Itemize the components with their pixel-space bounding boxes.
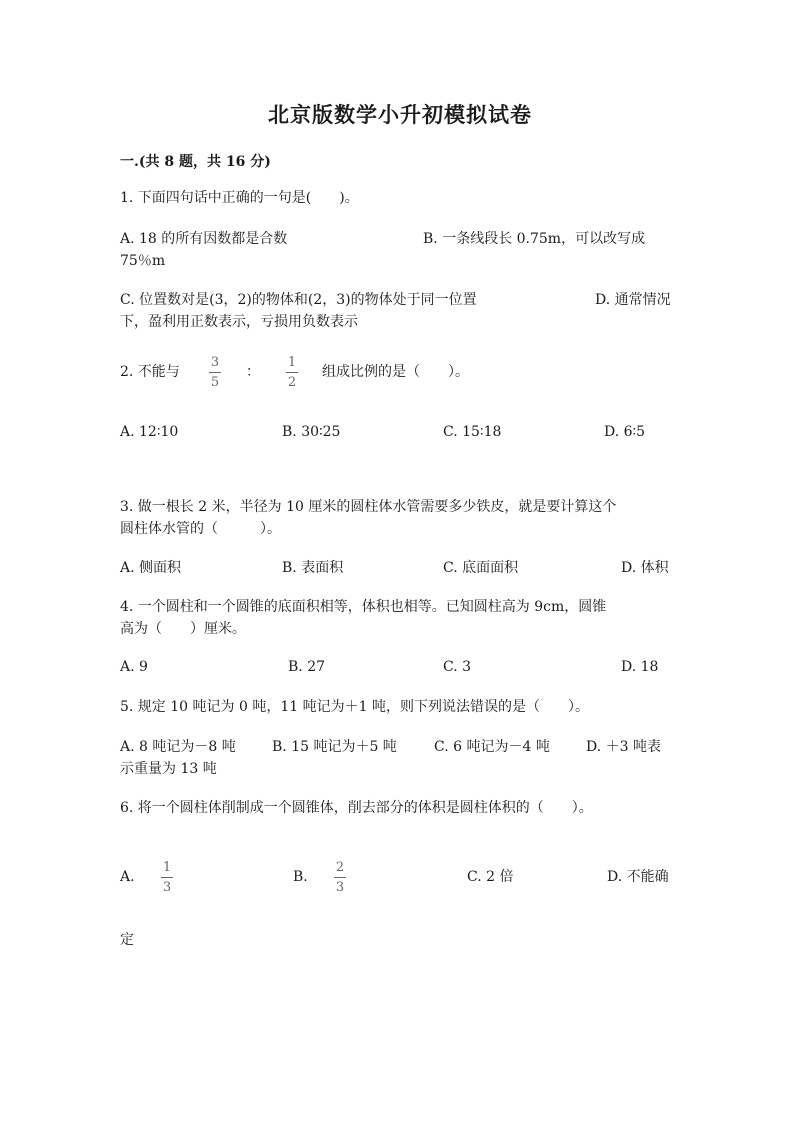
fraction-bar xyxy=(286,372,298,373)
fraction-numerator: 3 xyxy=(210,355,220,370)
question-2-option-a[interactable]: A. 12∶10 xyxy=(120,424,179,440)
question-5-stem: 5. 规定 10 吨记为 0 吨，11 吨记为＋1 吨，则下列说法错误的是（ ）。 xyxy=(120,699,589,715)
page-title: 北京版数学小升初模拟试卷 xyxy=(268,102,532,127)
question-4-option-a[interactable]: A. 9 xyxy=(120,659,148,675)
fraction-bar xyxy=(209,372,221,373)
question-4-option-c[interactable]: C. 3 xyxy=(443,659,472,675)
question-5-option-d[interactable]: D. ＋3 吨表 xyxy=(586,739,661,755)
question-4-option-d[interactable]: D. 18 xyxy=(621,659,659,675)
question-1-option-a[interactable]: A. 18 的所有因数都是合数 xyxy=(120,231,288,247)
question-6-option-d-continued: 定 xyxy=(120,932,134,948)
question-3-stem-line-1: 3. 做一根长 2 米，半径为 10 厘米的圆柱体水管需要多少铁皮，就是要计算这个 xyxy=(120,499,617,515)
question-2-stem-start: 2. 不能与 xyxy=(120,364,180,380)
question-3-stem-line-2: 圆柱体水管的（ ）。 xyxy=(120,521,281,537)
question-6-option-b-fraction[interactable] xyxy=(334,860,346,895)
question-5-option-d-continued: 示重量为 13 吨 xyxy=(120,761,217,777)
question-2-option-d[interactable]: D. 6∶5 xyxy=(604,424,646,440)
question-6-option-c[interactable]: C. 2 倍 xyxy=(467,869,514,885)
question-1-option-b-continued: 75％m xyxy=(120,253,166,269)
fraction-numerator: 1 xyxy=(162,860,172,875)
question-5-option-b[interactable]: B. 15 吨记为＋5 吨 xyxy=(272,739,397,755)
question-5-option-c[interactable]: C. 6 吨记为－4 吨 xyxy=(434,739,550,755)
question-2-stem-end: 组成比例的是（ ）。 xyxy=(322,364,469,380)
question-6-option-a-label[interactable]: A. xyxy=(120,869,135,885)
question-2-fraction-2 xyxy=(286,355,298,390)
question-3-option-b[interactable]: B. 表面积 xyxy=(282,560,344,576)
fraction-numerator: 1 xyxy=(287,355,297,370)
question-6-stem: 6. 将一个圆柱体削制成一个圆锥体，削去部分的体积是圆柱体积的（ ）。 xyxy=(120,800,593,816)
question-4-option-b[interactable]: B. 27 xyxy=(288,659,326,675)
question-4-stem-line-2: 高为（ ）厘米。 xyxy=(120,621,246,637)
question-3-option-c[interactable]: C. 底面面积 xyxy=(443,560,519,576)
section-heading: 一.(共 8 题，共 16 分) xyxy=(120,154,271,170)
question-2-fraction-1 xyxy=(209,355,221,390)
question-1-option-b[interactable]: B. 一条线段长 0.75m，可以改写成 xyxy=(423,231,646,247)
question-2-option-c[interactable]: C. 15∶18 xyxy=(443,424,502,440)
fraction-denominator: 3 xyxy=(162,880,172,895)
fraction-denominator: 3 xyxy=(335,880,345,895)
question-1-option-c[interactable]: C. 位置数对是(3，2)的物体和(2，3)的物体处于同一位置 xyxy=(120,292,477,308)
question-3-option-a[interactable]: A. 侧面积 xyxy=(120,560,182,576)
question-6-option-a-fraction[interactable] xyxy=(161,860,173,895)
fraction-denominator: 2 xyxy=(287,375,297,390)
question-5-option-a[interactable]: A. 8 吨记为－8 吨 xyxy=(120,739,236,755)
fraction-numerator: 2 xyxy=(335,860,345,875)
fraction-bar xyxy=(334,877,346,878)
question-2-ratio-colon: ： xyxy=(246,364,260,380)
fraction-bar xyxy=(161,877,173,878)
question-3-option-d[interactable]: D. 体积 xyxy=(621,560,669,576)
question-1-option-d-continued: 下，盈利用正数表示，亏损用负数表示 xyxy=(120,314,358,330)
question-4-stem-line-1: 4. 一个圆柱和一个圆锥的底面积相等，体积也相等。已知圆柱高为 9cm，圆锥 xyxy=(120,599,607,615)
fraction-denominator: 5 xyxy=(210,375,220,390)
question-2-option-b[interactable]: B. 30∶25 xyxy=(282,424,341,440)
question-6-option-d[interactable]: D. 不能确 xyxy=(607,869,669,885)
question-1-stem: 1. 下面四句话中正确的一句是( )。 xyxy=(120,190,359,206)
question-6-option-b-label[interactable]: B. xyxy=(293,869,308,885)
question-1-option-d[interactable]: D. 通常情况 xyxy=(595,292,671,308)
